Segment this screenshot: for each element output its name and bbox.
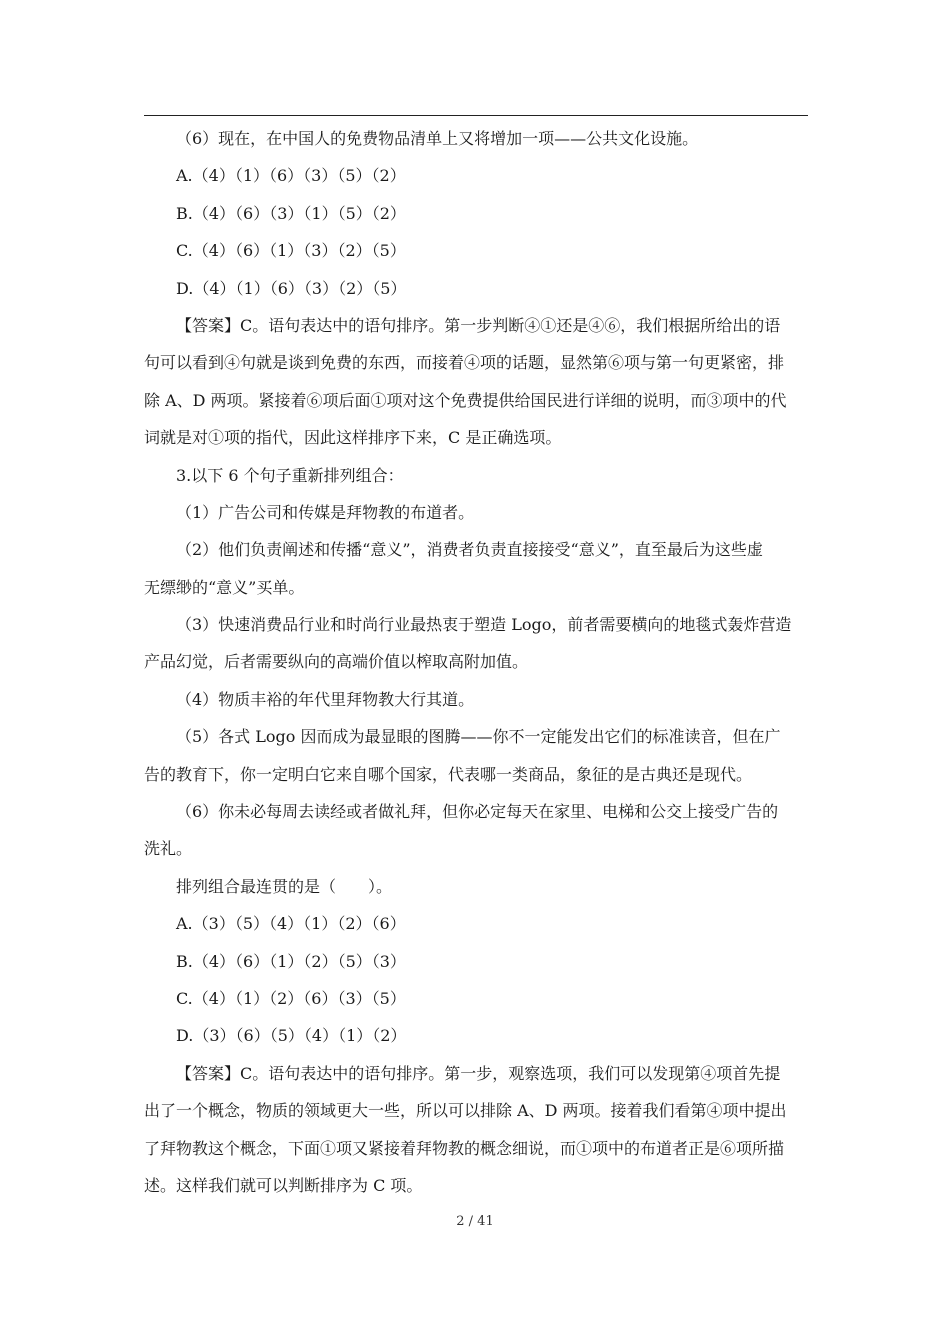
page-content [144,120,808,1204]
sentence-item: （6）你未必每周去读经或者做礼拜，但你必定每天在家里、电梯和公交上接受广告的 [176,802,779,822]
sentence-item: （2）他们负责阐述和传播“意义”，消费者负责直接接受“意义”，直至最后为这些虚 [176,540,763,560]
sentence-item: （5）各式 Logo 因而成为最显眼的图腾——你不一定能发出它们的标准读音，但在广 [176,727,781,747]
page-number: 2 / 41 [456,1214,494,1229]
answer-line: 了拜物教这个概念，下面①项又紧接着拜物教的概念细说，而①项中的布道者正是⑥项所描 [144,1138,785,1158]
option-a: A.（4）（1）（6）（3）（5）（2） [176,166,406,186]
option-b: B.（4）（6）（3）（1）（5）（2） [176,203,406,223]
option-c: C.（4）（1）（2）（6）（3）（5） [176,988,406,1008]
option-c: C.（4）（6）（1）（3）（2）（5） [176,241,406,261]
option-a: A.（3）（5）（4）（1）（2）（6） [176,914,406,934]
answer-line: 出了一个概念，物质的领域更大一些，所以可以排除 A、D 两项。接着我们看第④项中提出 [144,1101,787,1121]
sentence-item: 洗礼。 [144,839,193,859]
answer-line: 句可以看到④句就是谈到免费的东西，而接着④项的话题，显然第⑥项与第一句更紧密，排 [144,353,785,373]
question-title: 3.以下 6 个句子重新排列组合： [176,465,404,485]
answer-line: 【答案】C。语句表达中的语句排序。第一步判断④①还是④⑥，我们根据所给出的语 [176,315,781,335]
header-rule [144,115,808,116]
option-d: D.（3）（6）（5）（4）（1）（2） [176,1026,407,1046]
sentence-item: （3）快速消费品行业和时尚行业最热衷于塑造 Logo，前者需要横向的地毯式轰炸营造 [176,615,792,635]
answer-line: 述。这样我们就可以判断排序为 C 项。 [144,1175,423,1195]
sentence-item: 告的教育下，你一定明白它来自哪个国家，代表哪一类商品，象征的是古典还是现代。 [144,764,753,784]
answer-line: 【答案】C。语句表达中的语句排序。第一步，观察选项，我们可以发现第④项首先提 [176,1063,781,1083]
sentence-item: （4）物质丰裕的年代里拜物教大行其道。 [176,689,475,709]
option-d: D.（4）（1）（6）（3）（2）（5） [176,278,407,298]
answer-line: 词就是对①项的指代，因此这样排序下来，C 是正确选项。 [144,428,562,448]
sentence-item: （1）广告公司和传媒是拜物教的布道者。 [176,502,475,522]
option-b: B.（4）（6）（1）（2）（5）（3） [176,951,406,971]
sentence-item: 无缥缈的“意义”买单。 [144,577,305,597]
answer-line: 除 A、D 两项。紧接着⑥项后面①项对这个免费提供给国民进行详细的说明，而③项中的代 [144,390,787,410]
sentence-item: 产品幻觉，后者需要纵向的高端价值以榨取高附加值。 [144,652,529,672]
question-prompt: 排列组合最连贯的是（ ）。 [176,876,393,896]
text-line: （6）现在，在中国人的免费物品清单上又将增加一项——公共文化设施。 [176,129,699,148]
